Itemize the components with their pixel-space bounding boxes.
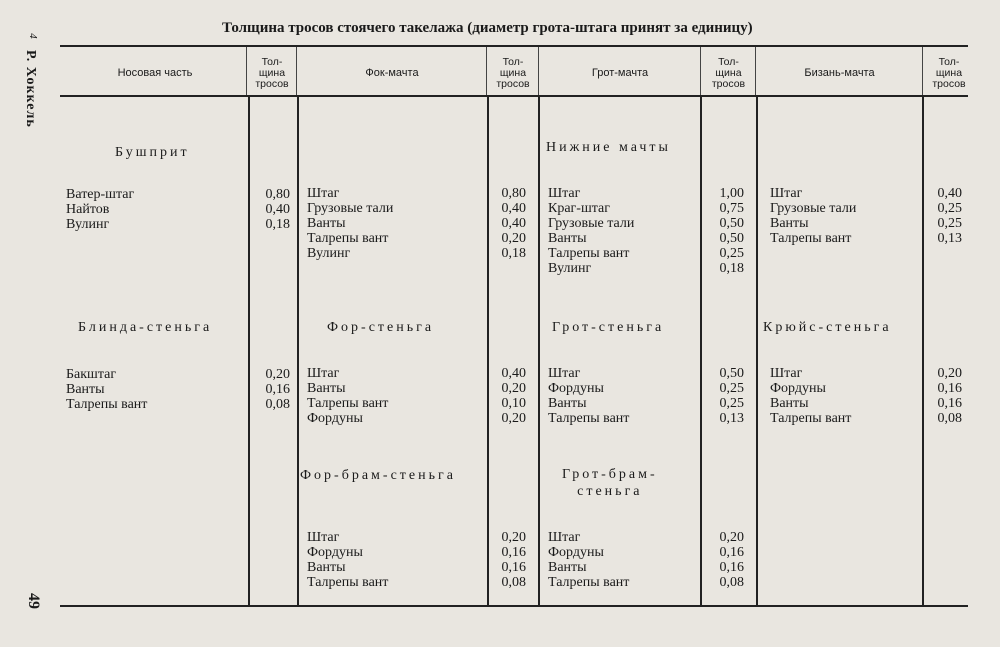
value-cell: 0,25 (937, 216, 962, 231)
column-divider (922, 47, 923, 95)
list-item: Штаг (307, 186, 340, 201)
list-item: Талрепы вант (548, 411, 630, 426)
list-item: Ватер-штаг (66, 187, 135, 202)
list-item: Ванты (548, 396, 587, 411)
value-cell: 0,08 (937, 411, 962, 426)
lower-fore-items (307, 186, 393, 261)
main-topgallant-items (548, 530, 629, 590)
section-title-line: стеньга (577, 484, 643, 499)
running-head-author: Р. Хоккель (23, 50, 38, 128)
column-divider (922, 95, 924, 605)
list-item: Талрепы вант (307, 575, 389, 590)
value-cell: 0,40 (501, 201, 526, 216)
value-cell: 0,13 (937, 231, 962, 246)
list-item: Бакштаг (66, 367, 117, 382)
value-cell: 0,18 (265, 217, 290, 232)
value-cell: 0,13 (719, 411, 744, 426)
value-cell: 0,20 (501, 381, 526, 396)
value-cell: 0,80 (501, 186, 526, 201)
list-item: Штаг (307, 366, 340, 381)
list-item: Штаг (770, 186, 803, 201)
header-mizzen-mast: Бизань-мачта (804, 67, 875, 79)
fore-topmast-items (307, 366, 388, 426)
table-top-rule (60, 45, 968, 47)
list-item: Ванты (548, 231, 587, 246)
value-cell: 0,50 (719, 216, 744, 231)
value-cell: 0,20 (501, 231, 526, 246)
value-cell: 0,08 (719, 575, 744, 590)
column-divider (700, 95, 702, 605)
list-item: Талрепы вант (770, 411, 852, 426)
main-topgallant-values (706, 530, 744, 590)
value-cell: 0,80 (265, 187, 290, 202)
blinda-values (250, 367, 290, 412)
value-cell: 0,18 (501, 246, 526, 261)
fore-topgallant-values (490, 530, 526, 590)
list-item: Талрепы вант (548, 575, 630, 590)
header-thickness: Тол- щина тросов (255, 56, 289, 90)
list-item: Вулинг (548, 261, 592, 276)
bowsprit-values (250, 187, 290, 232)
column-divider (248, 95, 250, 605)
list-item: Фордуны (548, 545, 604, 560)
lower-fore-values (490, 186, 526, 261)
header-thickness: Тол- щина тросов (932, 56, 966, 90)
value-cell: 0,16 (937, 381, 962, 396)
section-title-main-topgallant (562, 466, 658, 500)
list-item: Фордуны (548, 381, 604, 396)
value-cell: 0,25 (719, 246, 744, 261)
table-bottom-rule (60, 605, 968, 607)
value-cell: 0,16 (719, 545, 744, 560)
value-cell: 0,20 (265, 367, 290, 382)
header-fore-mast: Фок-мачта (365, 67, 419, 79)
value-cell: 0,20 (501, 411, 526, 426)
main-topmast-items (548, 366, 629, 426)
column-divider (487, 95, 489, 605)
value-cell: 0,08 (265, 397, 290, 412)
column-divider (700, 47, 701, 95)
list-item: Талрепы вант (307, 231, 389, 246)
column-divider (755, 47, 756, 95)
column-divider (756, 95, 758, 605)
value-cell: 0,40 (501, 366, 526, 381)
list-item: Талрепы вант (66, 397, 148, 412)
list-item: Фордуны (307, 545, 363, 560)
header-thickness: Тол- щина тросов (711, 56, 746, 90)
list-item: Вулинг (307, 246, 351, 261)
list-item: Ванты (548, 560, 587, 575)
list-item: Вулинг (66, 217, 110, 232)
list-item: Фордуны (770, 381, 826, 396)
section-title-lower-masts: Нижние мачты (546, 140, 671, 155)
list-item: Фордуны (307, 411, 363, 426)
column-divider (538, 95, 540, 605)
list-item: Штаг (548, 366, 581, 381)
list-item: Штаг (307, 530, 340, 545)
value-cell: 0,16 (937, 396, 962, 411)
value-cell: 0,20 (501, 530, 526, 545)
list-item: Грузовые тали (307, 201, 394, 216)
value-cell: 1,00 (719, 186, 744, 201)
list-item: Ванты (307, 216, 346, 231)
section-title-fore-topmast: Фор-стеньга (327, 320, 435, 335)
list-item: Штаг (548, 530, 581, 545)
list-item: Штаг (548, 186, 581, 201)
column-divider (486, 47, 487, 95)
section-title-mizzen-topmast: Крюйс-стеньга (763, 320, 892, 335)
section-title-bowsprit: Бушприт (115, 145, 190, 160)
fore-topmast-values (490, 366, 526, 426)
column-divider (297, 95, 299, 605)
list-item: Найтов (66, 202, 110, 217)
lower-mizzen-values (926, 186, 962, 246)
value-cell: 0,20 (937, 366, 962, 381)
column-divider (538, 47, 539, 95)
list-item: Ванты (770, 396, 809, 411)
list-item: Талрепы вант (548, 246, 630, 261)
list-item: Штаг (770, 366, 803, 381)
list-item: Краг-штаг (548, 201, 610, 216)
lower-main-items (548, 186, 634, 276)
value-cell: 0,25 (937, 201, 962, 216)
fore-topgallant-items (307, 530, 388, 590)
value-cell: 0,20 (719, 530, 744, 545)
value-cell: 0,25 (719, 381, 744, 396)
value-cell: 0,08 (501, 575, 526, 590)
value-cell: 0,16 (501, 545, 526, 560)
section-title-blinda: Блинда-стеньга (78, 320, 213, 335)
value-cell: 0,16 (719, 560, 744, 575)
lower-mizzen-items (770, 186, 856, 246)
header-main-mast: Грот-мачта (591, 67, 649, 79)
value-cell: 0,40 (501, 216, 526, 231)
main-topmast-values (706, 366, 744, 426)
mizzen-topmast-items (770, 366, 851, 426)
value-cell: 0,40 (265, 202, 290, 217)
list-item: Ванты (307, 381, 346, 396)
header-bow: Носовая часть (117, 67, 193, 79)
list-item: Грузовые тали (770, 201, 857, 216)
header-bottom-rule (60, 95, 968, 97)
blinda-items (66, 367, 147, 412)
list-item: Ванты (770, 216, 809, 231)
value-cell: 0,10 (501, 396, 526, 411)
lower-main-values (706, 186, 744, 276)
value-cell: 0,18 (719, 261, 744, 276)
list-item: Грузовые тали (548, 216, 635, 231)
list-item: Талрепы вант (770, 231, 852, 246)
value-cell: 0,75 (719, 201, 744, 216)
page-number: 49 (25, 593, 42, 609)
value-cell: 0,50 (719, 231, 744, 246)
value-cell: 0,40 (937, 186, 962, 201)
column-divider (246, 47, 247, 95)
section-title-main-topmast: Грот-стеньга (552, 320, 665, 335)
list-item: Талрепы вант (307, 396, 389, 411)
value-cell: 0,16 (501, 560, 526, 575)
section-title-fore-topgallant: Фор-брам-стеньга (300, 468, 456, 483)
bowsprit-items (66, 187, 134, 232)
column-divider (296, 47, 297, 95)
list-item: Ванты (66, 382, 105, 397)
list-item: Ванты (307, 560, 346, 575)
margin-mark: 4 (26, 33, 39, 39)
value-cell: 0,25 (719, 396, 744, 411)
value-cell: 0,50 (719, 366, 744, 381)
mizzen-topmast-values (926, 366, 962, 426)
value-cell: 0,16 (265, 382, 290, 397)
section-title-line: Грот-брам- (562, 467, 658, 482)
table-title: Толщина тросов стоячего такелажа (диаметр грота-штага принят за единицу) (222, 20, 753, 36)
header-thickness: Тол- щина тросов (496, 56, 530, 90)
